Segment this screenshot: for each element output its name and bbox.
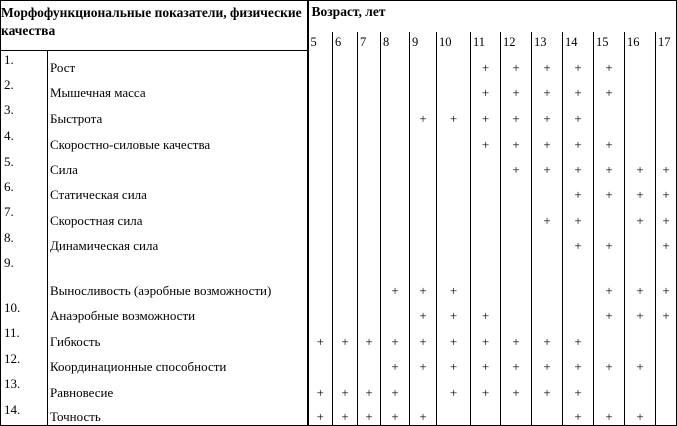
empty-cell (333, 76, 358, 101)
plus-mark: + (381, 254, 410, 299)
plus-mark: + (381, 324, 410, 350)
plus-mark: + (471, 375, 501, 401)
plus-mark: + (471, 76, 501, 101)
plus-mark: + (501, 350, 532, 375)
empty-cell (333, 229, 358, 254)
plus-mark: + (358, 401, 381, 426)
table-row (1, 76, 677, 101)
empty-cell (308, 76, 333, 101)
plus-mark: + (381, 375, 410, 401)
age-header: Возраст, лет (308, 1, 677, 32)
row-number: 12. (1, 350, 48, 375)
empty-cell (381, 299, 410, 324)
empty-cell (656, 51, 677, 76)
plus-mark: + (471, 51, 501, 76)
table-row (1, 101, 677, 127)
plus-mark: + (471, 299, 501, 324)
age-10: 10 (437, 32, 471, 51)
empty-cell (410, 153, 437, 178)
empty-cell (381, 229, 410, 254)
plus-mark: + (532, 101, 563, 127)
plus-mark: + (563, 401, 594, 426)
empty-cell (471, 203, 501, 229)
plus-mark: + (656, 178, 677, 203)
empty-cell (532, 299, 563, 324)
plus-mark: + (471, 127, 501, 153)
plus-mark: + (563, 178, 594, 203)
plus-mark: + (625, 153, 656, 178)
row-number: 5. (1, 153, 48, 178)
quality-name: Точность (48, 401, 308, 426)
plus-mark: + (532, 127, 563, 153)
row-number: 2. (1, 76, 48, 101)
empty-cell (471, 153, 501, 178)
empty-cell (410, 203, 437, 229)
empty-cell (381, 178, 410, 203)
plus-mark: + (625, 203, 656, 229)
empty-cell (594, 324, 625, 350)
plus-mark: + (437, 101, 471, 127)
quality-name: Статическая сила (48, 178, 308, 203)
empty-cell (358, 299, 381, 324)
empty-cell (358, 153, 381, 178)
plus-mark: + (410, 299, 437, 324)
empty-cell (625, 375, 656, 401)
row-number: 13. (1, 375, 48, 401)
empty-cell (358, 178, 381, 203)
empty-cell (471, 401, 501, 426)
table-row (1, 401, 677, 426)
empty-cell (532, 401, 563, 426)
plus-mark: + (656, 299, 677, 324)
plus-mark: + (501, 375, 532, 401)
empty-cell (501, 254, 532, 299)
empty-cell (410, 127, 437, 153)
table-row (1, 51, 677, 76)
table-row (1, 203, 677, 229)
plus-mark: + (594, 153, 625, 178)
plus-mark: + (437, 299, 471, 324)
quality-name: Выносливость (аэробные возможности) (48, 254, 308, 299)
empty-cell (308, 178, 333, 203)
empty-cell (437, 127, 471, 153)
empty-cell (381, 51, 410, 76)
quality-name: Рост (48, 51, 308, 76)
age-5: 5 (308, 32, 333, 51)
age-16: 16 (625, 32, 656, 51)
row-number: 10. (1, 299, 48, 324)
empty-cell (358, 350, 381, 375)
row-number: 9. (1, 254, 48, 299)
plus-mark: + (501, 153, 532, 178)
plus-mark: + (308, 375, 333, 401)
table-row (1, 127, 677, 153)
empty-cell (308, 127, 333, 153)
plus-mark: + (410, 254, 437, 299)
empty-cell (625, 324, 656, 350)
empty-cell (532, 254, 563, 299)
empty-cell (358, 254, 381, 299)
empty-cell (358, 101, 381, 127)
empty-cell (410, 375, 437, 401)
plus-mark: + (437, 375, 471, 401)
plus-mark: + (532, 203, 563, 229)
empty-cell (333, 203, 358, 229)
empty-cell (437, 178, 471, 203)
empty-cell (381, 101, 410, 127)
empty-cell (532, 178, 563, 203)
plus-mark: + (656, 203, 677, 229)
plus-mark: + (308, 324, 333, 350)
empty-cell (563, 299, 594, 324)
empty-cell (437, 203, 471, 229)
empty-cell (333, 101, 358, 127)
empty-cell (625, 76, 656, 101)
plus-mark: + (471, 101, 501, 127)
empty-cell (656, 76, 677, 101)
plus-mark: + (594, 51, 625, 76)
empty-cell (308, 101, 333, 127)
row-number: 6. (1, 178, 48, 203)
plus-mark: + (563, 324, 594, 350)
plus-mark: + (437, 350, 471, 375)
empty-cell (410, 229, 437, 254)
header-row (1, 1, 677, 32)
plus-mark: + (563, 127, 594, 153)
row-number: 7. (1, 203, 48, 229)
empty-cell (358, 127, 381, 153)
quality-name: Сила (48, 153, 308, 178)
plus-mark: + (501, 51, 532, 76)
empty-cell (501, 178, 532, 203)
empty-cell (381, 203, 410, 229)
empty-cell (594, 375, 625, 401)
table-row (1, 350, 677, 375)
empty-cell (410, 51, 437, 76)
empty-cell (437, 153, 471, 178)
plus-mark: + (410, 401, 437, 426)
plus-mark: + (625, 401, 656, 426)
plus-mark: + (471, 350, 501, 375)
empty-cell (308, 153, 333, 178)
empty-cell (594, 203, 625, 229)
age-8: 8 (381, 32, 410, 51)
empty-cell (333, 51, 358, 76)
plus-mark: + (594, 76, 625, 101)
empty-cell (308, 51, 333, 76)
plus-mark: + (501, 101, 532, 127)
plus-mark: + (656, 229, 677, 254)
plus-mark: + (333, 401, 358, 426)
table-row (1, 375, 677, 401)
empty-cell (501, 401, 532, 426)
empty-cell (308, 254, 333, 299)
empty-cell (333, 350, 358, 375)
empty-cell (532, 229, 563, 254)
empty-cell (358, 51, 381, 76)
plus-mark: + (594, 401, 625, 426)
empty-cell (656, 375, 677, 401)
quality-name: Скоростная сила (48, 203, 308, 229)
age-12: 12 (501, 32, 532, 51)
plus-mark: + (471, 324, 501, 350)
empty-cell (563, 254, 594, 299)
empty-cell (656, 127, 677, 153)
row-number: 3. (1, 101, 48, 127)
plus-mark: + (625, 299, 656, 324)
plus-mark: + (437, 324, 471, 350)
plus-mark: + (625, 178, 656, 203)
plus-mark: + (563, 350, 594, 375)
plus-mark: + (501, 127, 532, 153)
quality-name: Мышечная масса (48, 76, 308, 101)
plus-mark: + (532, 76, 563, 101)
empty-cell (410, 76, 437, 101)
age-17: 17 (656, 32, 677, 51)
empty-cell (437, 51, 471, 76)
empty-cell (656, 324, 677, 350)
plus-mark: + (625, 350, 656, 375)
empty-cell (625, 127, 656, 153)
empty-cell (625, 229, 656, 254)
row-number: 14. (1, 401, 48, 426)
plus-mark: + (563, 229, 594, 254)
empty-cell (471, 254, 501, 299)
empty-cell (437, 401, 471, 426)
plus-mark: + (333, 375, 358, 401)
age-9: 9 (410, 32, 437, 51)
row-number: 4. (1, 127, 48, 153)
plus-mark: + (594, 254, 625, 299)
plus-mark: + (563, 76, 594, 101)
empty-cell (656, 350, 677, 375)
plus-mark: + (594, 127, 625, 153)
plus-mark: + (625, 254, 656, 299)
plus-mark: + (563, 101, 594, 127)
plus-mark: + (563, 375, 594, 401)
plus-mark: + (437, 254, 471, 299)
empty-cell (308, 299, 333, 324)
age-6: 6 (333, 32, 358, 51)
plus-mark: + (501, 76, 532, 101)
plus-mark: + (501, 324, 532, 350)
plus-mark: + (532, 324, 563, 350)
empty-cell (471, 229, 501, 254)
empty-cell (656, 101, 677, 127)
quality-name: Динамическая сила (48, 229, 308, 254)
empty-cell (381, 127, 410, 153)
quality-name: Равновесие (48, 375, 308, 401)
plus-mark: + (410, 324, 437, 350)
plus-mark: + (563, 51, 594, 76)
age-13: 13 (532, 32, 563, 51)
empty-cell (594, 101, 625, 127)
plus-mark: + (410, 101, 437, 127)
empty-cell (358, 203, 381, 229)
empty-cell (333, 178, 358, 203)
quality-name: Скоростно-силовые качества (48, 127, 308, 153)
empty-cell (333, 254, 358, 299)
age-7: 7 (358, 32, 381, 51)
plus-mark: + (358, 324, 381, 350)
table-row (1, 153, 677, 178)
plus-mark: + (532, 153, 563, 178)
plus-mark: + (532, 375, 563, 401)
plus-mark: + (308, 401, 333, 426)
row-number: 11. (1, 324, 48, 350)
empty-cell (308, 203, 333, 229)
plus-mark: + (532, 350, 563, 375)
plus-mark: + (594, 229, 625, 254)
empty-cell (437, 229, 471, 254)
empty-cell (625, 101, 656, 127)
plus-mark: + (410, 350, 437, 375)
age-11: 11 (471, 32, 501, 51)
plus-mark: + (656, 254, 677, 299)
empty-cell (358, 229, 381, 254)
row-number: 8. (1, 229, 48, 254)
empty-cell (437, 76, 471, 101)
quality-name: Анаэробные возможности (48, 299, 308, 324)
table-row (1, 299, 677, 324)
row-number: 1. (1, 51, 48, 76)
empty-cell (333, 153, 358, 178)
empty-cell (410, 178, 437, 203)
table-row (1, 254, 677, 299)
plus-mark: + (333, 324, 358, 350)
empty-cell (625, 51, 656, 76)
empty-cell (381, 153, 410, 178)
quality-name: Быстрота (48, 101, 308, 127)
empty-cell (308, 350, 333, 375)
plus-mark: + (358, 375, 381, 401)
plus-mark: + (656, 153, 677, 178)
empty-cell (358, 76, 381, 101)
empty-cell (471, 178, 501, 203)
plus-mark: + (381, 350, 410, 375)
plus-mark: + (532, 51, 563, 76)
plus-mark: + (594, 350, 625, 375)
plus-mark: + (563, 153, 594, 178)
empty-cell (308, 229, 333, 254)
age-15: 15 (594, 32, 625, 51)
empty-cell (501, 203, 532, 229)
empty-cell (381, 76, 410, 101)
empty-cell (333, 127, 358, 153)
quality-name: Координационные способности (48, 350, 308, 375)
table-title: Морфофункциональные показатели, физические качества (1, 1, 308, 51)
empty-cell (501, 229, 532, 254)
empty-cell (333, 299, 358, 324)
age-14: 14 (563, 32, 594, 51)
empty-cell (501, 299, 532, 324)
table-row (1, 178, 677, 203)
table-row (1, 324, 677, 350)
plus-mark: + (563, 203, 594, 229)
plus-mark: + (594, 178, 625, 203)
quality-name: Гибкость (48, 324, 308, 350)
empty-cell (656, 401, 677, 426)
plus-mark: + (381, 401, 410, 426)
plus-mark: + (594, 299, 625, 324)
table-row (1, 229, 677, 254)
